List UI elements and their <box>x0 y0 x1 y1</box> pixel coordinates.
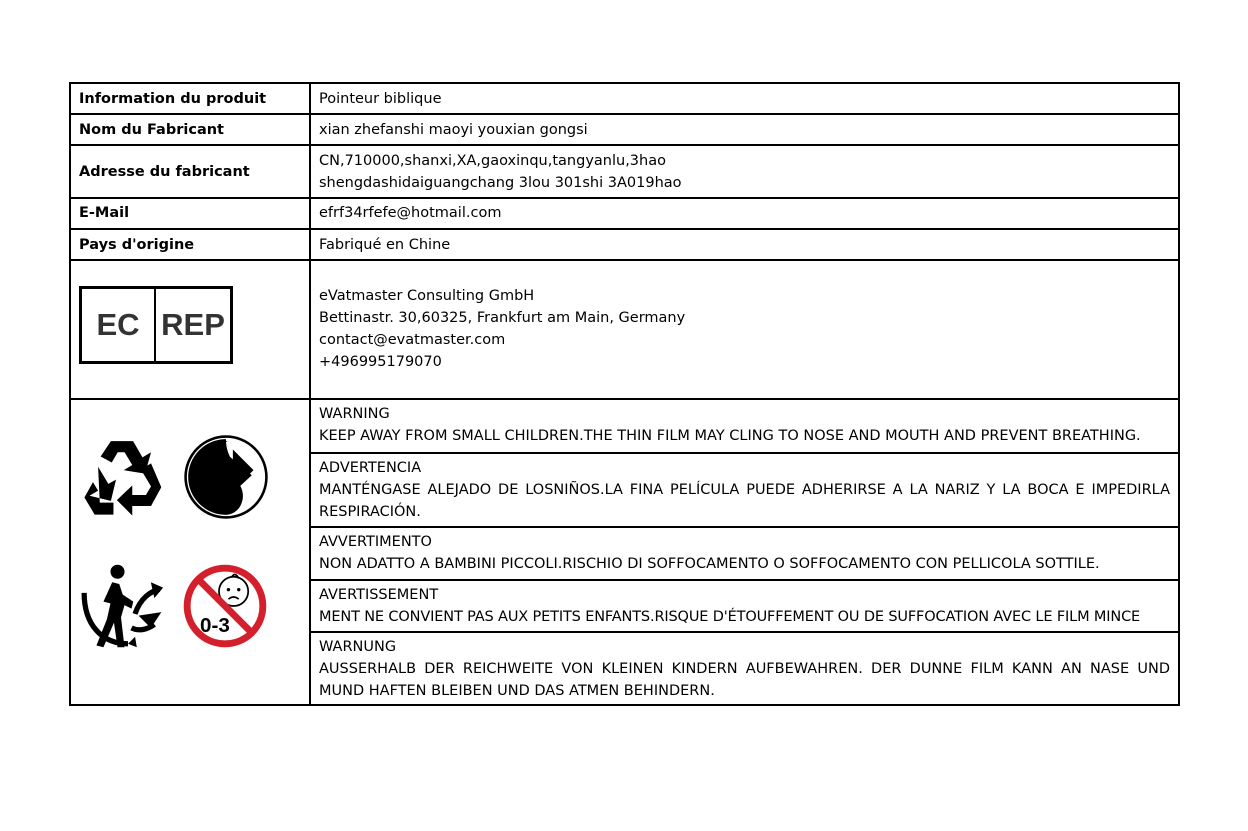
label-address: Adresse du fabricant <box>70 145 310 198</box>
age-label: 0-3 <box>200 613 230 637</box>
warning-it-title: AVVERTIMENTO <box>319 534 432 550</box>
symbols-area <box>71 400 309 702</box>
value-manufacturer: xian zhefanshi maoyi youxian gongsi <box>310 114 1179 145</box>
value-product: Pointeur biblique <box>310 83 1179 114</box>
row-email <box>70 198 1179 229</box>
row-manufacturer <box>70 114 1179 145</box>
label-email: E-Mail <box>70 198 310 229</box>
ec-rep-logo-rep: REP <box>161 307 225 342</box>
label-manufacturer: Nom du Fabricant <box>70 114 310 145</box>
label-product: Information du produit <box>70 83 310 114</box>
ec-rep-phone: +496995179070 <box>319 354 442 370</box>
row-warnings <box>70 399 1179 705</box>
ec-rep-email: contact@evatmaster.com <box>319 332 506 348</box>
warning-de-text: AUSSERHALB DER REICHWEITE VON KLEINEN KINDERN AUFBEWAHREN. DER DUNNE FILM KANN AN NASE UND MUND HAFTEN BLEIBEN UND DAS ATMEN BEHINDERN. <box>319 661 1170 699</box>
value-email: efrf34rfefe@hotmail.com <box>310 198 1179 229</box>
row-address <box>70 145 1179 198</box>
warning-de <box>311 631 1178 704</box>
address-line-1: CN,710000,shanxi,XA,gaoxinqu,tangyanlu,3hao <box>319 152 666 169</box>
warning-fr <box>311 579 1178 631</box>
tidyman-icon <box>77 563 165 649</box>
warning-it-text: NON ADATTO A BAMBINI PICCOLI.RISCHIO DI SOFFOCAMENTO O SOFFOCAMENTO CON PELLICOLA SOTTILE. <box>319 556 1100 572</box>
value-address <box>310 145 1179 198</box>
warning-en-title: WARNING <box>319 406 390 422</box>
warning-en-text: KEEP AWAY FROM SMALL CHILDREN.THE THIN FILM MAY CLING TO NOSE AND MOUTH AND PREVENT BREATHING. <box>319 428 1141 444</box>
warning-fr-text: MENT NE CONVIENT PAS AUX PETITS ENFANTS.RISQUE D'ÉTOUFFEMENT OU DE SUFFOCATION AVEC LE FILM MINCE <box>319 609 1141 625</box>
label-origin: Pays d'origine <box>70 229 310 260</box>
ec-rep-details <box>310 260 1179 399</box>
ec-rep-logo-ec: EC <box>82 289 156 361</box>
product-info-table <box>69 82 1180 706</box>
row-product <box>70 83 1179 114</box>
recycle-icon <box>79 436 165 518</box>
warning-es-text: MANTÉNGASE ALEJADO DE LOSNIÑOS.LA FINA PELÍCULA PUEDE ADHERIRSE A LA NARIZ Y LA BOCA E IMPEDIRLA RESPIRACIÓN. <box>319 482 1170 520</box>
warning-it <box>311 526 1178 579</box>
warning-fr-title: AVERTISSEMENT <box>319 587 439 603</box>
not-for-children-0-3-icon <box>182 563 268 649</box>
warning-de-title: WARNUNG <box>319 639 397 655</box>
green-dot-icon <box>183 434 269 520</box>
row-ec-rep <box>70 260 1179 399</box>
warnings-cell <box>310 399 1179 705</box>
ec-rep-logo <box>79 286 233 364</box>
warning-en <box>311 400 1178 452</box>
symbols-cell <box>70 399 310 705</box>
value-origin: Fabriqué en Chine <box>310 229 1179 260</box>
ec-rep-address: Bettinastr. 30,60325, Frankfurt am Main, Germany <box>319 310 686 326</box>
warning-es-title: ADVERTENCIA <box>319 460 422 476</box>
warning-es <box>311 452 1178 526</box>
ec-rep-company: eVatmaster Consulting GmbH <box>319 288 535 304</box>
ec-rep-logo-cell <box>70 260 310 399</box>
address-line-2: shengdashidaiguangchang 3lou 301shi 3A019hao <box>319 174 682 191</box>
row-origin <box>70 229 1179 260</box>
